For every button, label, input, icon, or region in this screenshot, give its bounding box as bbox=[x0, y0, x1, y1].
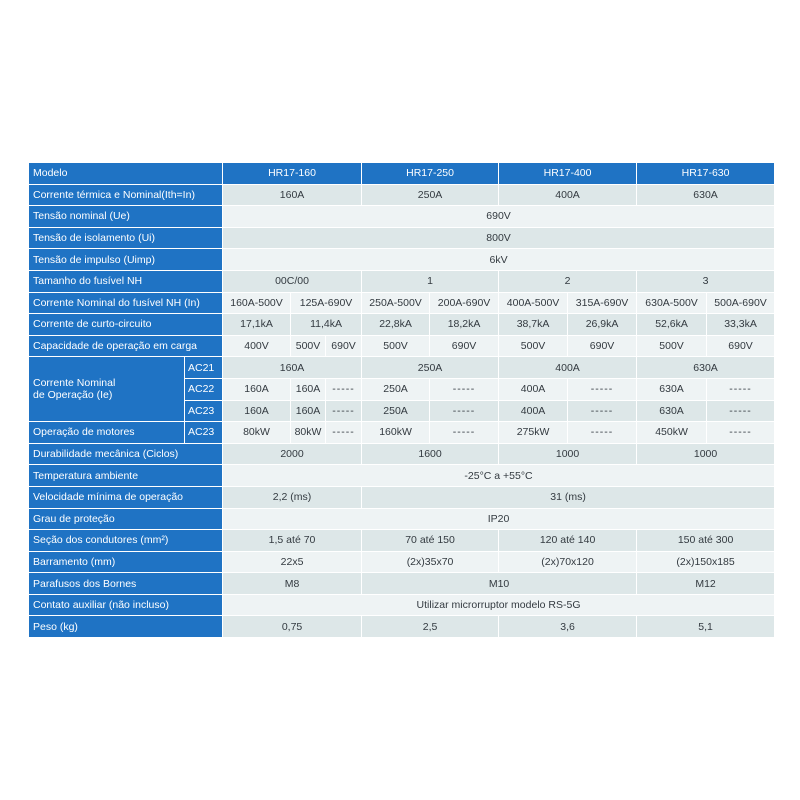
cell: 400A bbox=[499, 185, 636, 206]
cell: 38,7kA bbox=[499, 314, 567, 335]
row-label: Velocidade mínima de operação bbox=[29, 487, 222, 508]
cell: 6kV bbox=[223, 249, 774, 270]
row-label: Barramento (mm) bbox=[29, 552, 222, 573]
cell: 52,6kA bbox=[637, 314, 706, 335]
model-header: HR17-400 bbox=[499, 163, 636, 184]
cell: 160kW bbox=[362, 422, 429, 443]
cell: 500A-690V bbox=[707, 293, 774, 314]
cell: 1000 bbox=[637, 444, 774, 465]
cell: 500V bbox=[637, 336, 706, 357]
header-row bbox=[29, 163, 774, 184]
cell: M10 bbox=[362, 573, 636, 594]
model-header: HR17-160 bbox=[223, 163, 361, 184]
table-row bbox=[29, 314, 774, 335]
specs-table-container bbox=[28, 162, 772, 638]
cell: 2000 bbox=[223, 444, 361, 465]
cell: 690V bbox=[223, 206, 774, 227]
cell: (2x)150x185 bbox=[637, 552, 774, 573]
cell: 400V bbox=[223, 336, 290, 357]
cell: ----- bbox=[326, 401, 361, 422]
row-label: Tensão nominal (Ue) bbox=[29, 206, 222, 227]
cell: (2x)35x70 bbox=[362, 552, 498, 573]
cell: 3,6 bbox=[499, 616, 636, 637]
cell: ----- bbox=[326, 422, 361, 443]
cell: 315A-690V bbox=[568, 293, 636, 314]
cell: 125A-690V bbox=[291, 293, 361, 314]
cell: 17,1kA bbox=[223, 314, 290, 335]
cell: 250A bbox=[362, 379, 429, 400]
cell: 160A bbox=[291, 379, 325, 400]
sub-label: AC23 bbox=[185, 401, 222, 422]
cell: -25°C a +55°C bbox=[223, 465, 774, 486]
table-row bbox=[29, 422, 774, 443]
model-header: HR17-630 bbox=[637, 163, 774, 184]
cell: 630A bbox=[637, 379, 706, 400]
cell: ----- bbox=[430, 379, 498, 400]
row-label: Tamanho do fusível NH bbox=[29, 271, 222, 292]
cell: 31 (ms) bbox=[362, 487, 774, 508]
cell: 26,9kA bbox=[568, 314, 636, 335]
cell: ----- bbox=[707, 422, 774, 443]
cell: 1,5 até 70 bbox=[223, 530, 361, 551]
table-row bbox=[29, 573, 774, 594]
cell: (2x)70x120 bbox=[499, 552, 636, 573]
cell: 00C/00 bbox=[223, 271, 361, 292]
cell: 200A-690V bbox=[430, 293, 498, 314]
cell: 1600 bbox=[362, 444, 498, 465]
row-label-group bbox=[29, 357, 184, 421]
row-label: Capacidade de operação em carga bbox=[29, 336, 222, 357]
cell: 160A bbox=[223, 401, 290, 422]
cell: 160A bbox=[223, 357, 361, 378]
row-label: Tensão de isolamento (Ui) bbox=[29, 228, 222, 249]
cell: 5,1 bbox=[637, 616, 774, 637]
table-row bbox=[29, 249, 774, 270]
cell: M8 bbox=[223, 573, 361, 594]
table-row bbox=[29, 552, 774, 573]
table-row bbox=[29, 185, 774, 206]
cell: 250A bbox=[362, 357, 498, 378]
cell: 500V bbox=[291, 336, 325, 357]
cell: 80kW bbox=[291, 422, 325, 443]
cell: ----- bbox=[326, 379, 361, 400]
table-row bbox=[29, 206, 774, 227]
cell: 690V bbox=[430, 336, 498, 357]
table-row bbox=[29, 444, 774, 465]
cell: 500V bbox=[499, 336, 567, 357]
row-label: Peso (kg) bbox=[29, 616, 222, 637]
cell: M12 bbox=[637, 573, 774, 594]
cell: 80kW bbox=[223, 422, 290, 443]
cell: 800V bbox=[223, 228, 774, 249]
cell: 450kW bbox=[637, 422, 706, 443]
cell: 120 até 140 bbox=[499, 530, 636, 551]
sub-label: AC23 bbox=[185, 422, 222, 443]
cell: 500V bbox=[362, 336, 429, 357]
cell: 1000 bbox=[499, 444, 636, 465]
table-row bbox=[29, 228, 774, 249]
row-label-line: de Operação (Ie) bbox=[33, 389, 113, 402]
row-label-line: Corrente Nominal bbox=[33, 377, 116, 390]
cell: 33,3kA bbox=[707, 314, 774, 335]
cell: 275kW bbox=[499, 422, 567, 443]
cell: ----- bbox=[430, 422, 498, 443]
cell: 3 bbox=[637, 271, 774, 292]
cell: Utilizar microrruptor modelo RS-5G bbox=[223, 595, 774, 616]
row-label: Tensão de impulso (Uimp) bbox=[29, 249, 222, 270]
cell: 400A bbox=[499, 401, 567, 422]
cell: 400A bbox=[499, 357, 636, 378]
table-row bbox=[29, 487, 774, 508]
row-label: Grau de proteção bbox=[29, 509, 222, 530]
cell: ----- bbox=[568, 379, 636, 400]
row-label: Corrente de curto-circuito bbox=[29, 314, 222, 335]
cell: 0,75 bbox=[223, 616, 361, 637]
cell: 250A-500V bbox=[362, 293, 429, 314]
table-row bbox=[29, 465, 774, 486]
sub-label: AC21 bbox=[185, 357, 222, 378]
row-label: Contato auxiliar (não incluso) bbox=[29, 595, 222, 616]
cell: ----- bbox=[430, 401, 498, 422]
cell: 160A bbox=[291, 401, 325, 422]
cell: 2,5 bbox=[362, 616, 498, 637]
table-row bbox=[29, 509, 774, 530]
sub-label: AC22 bbox=[185, 379, 222, 400]
cell: 630A bbox=[637, 357, 774, 378]
row-label: Temperatura ambiente bbox=[29, 465, 222, 486]
cell: 22x5 bbox=[223, 552, 361, 573]
table-row bbox=[29, 616, 774, 637]
cell: ----- bbox=[707, 379, 774, 400]
model-header: HR17-250 bbox=[362, 163, 498, 184]
cell: 70 até 150 bbox=[362, 530, 498, 551]
cell: 150 até 300 bbox=[637, 530, 774, 551]
cell: 160A bbox=[223, 379, 290, 400]
cell: 400A bbox=[499, 379, 567, 400]
table-row bbox=[29, 530, 774, 551]
cell: 250A bbox=[362, 185, 498, 206]
table-row bbox=[29, 357, 774, 378]
cell: ----- bbox=[707, 401, 774, 422]
cell: 18,2kA bbox=[430, 314, 498, 335]
cell: ----- bbox=[568, 401, 636, 422]
cell: 690V bbox=[568, 336, 636, 357]
cell: 690V bbox=[326, 336, 361, 357]
cell: 250A bbox=[362, 401, 429, 422]
row-label: Seção dos condutores (mm²) bbox=[29, 530, 222, 551]
row-label: Durabilidade mecânica (Ciclos) bbox=[29, 444, 222, 465]
table-row bbox=[29, 336, 774, 357]
cell: 2 bbox=[499, 271, 636, 292]
cell: 400A-500V bbox=[499, 293, 567, 314]
cell: 1 bbox=[362, 271, 498, 292]
row-label: Parafusos dos Bornes bbox=[29, 573, 222, 594]
cell: 630A bbox=[637, 185, 774, 206]
cell: 630A bbox=[637, 401, 706, 422]
cell: IP20 bbox=[223, 509, 774, 530]
cell: 160A bbox=[223, 185, 361, 206]
cell: 2,2 (ms) bbox=[223, 487, 361, 508]
cell: 160A-500V bbox=[223, 293, 290, 314]
specs-table bbox=[28, 162, 775, 638]
row-label: Corrente Nominal do fusível NH (In) bbox=[29, 293, 222, 314]
cell: ----- bbox=[568, 422, 636, 443]
cell: 630A-500V bbox=[637, 293, 706, 314]
cell: 22,8kA bbox=[362, 314, 429, 335]
table-row bbox=[29, 271, 774, 292]
table-row bbox=[29, 595, 774, 616]
table-row bbox=[29, 293, 774, 314]
cell: 11,4kA bbox=[291, 314, 361, 335]
row-label: Corrente térmica e Nominal(Ith=In) bbox=[29, 185, 222, 206]
cell: 690V bbox=[707, 336, 774, 357]
header-label: Modelo bbox=[29, 163, 222, 184]
row-label: Operação de motores bbox=[29, 422, 184, 443]
